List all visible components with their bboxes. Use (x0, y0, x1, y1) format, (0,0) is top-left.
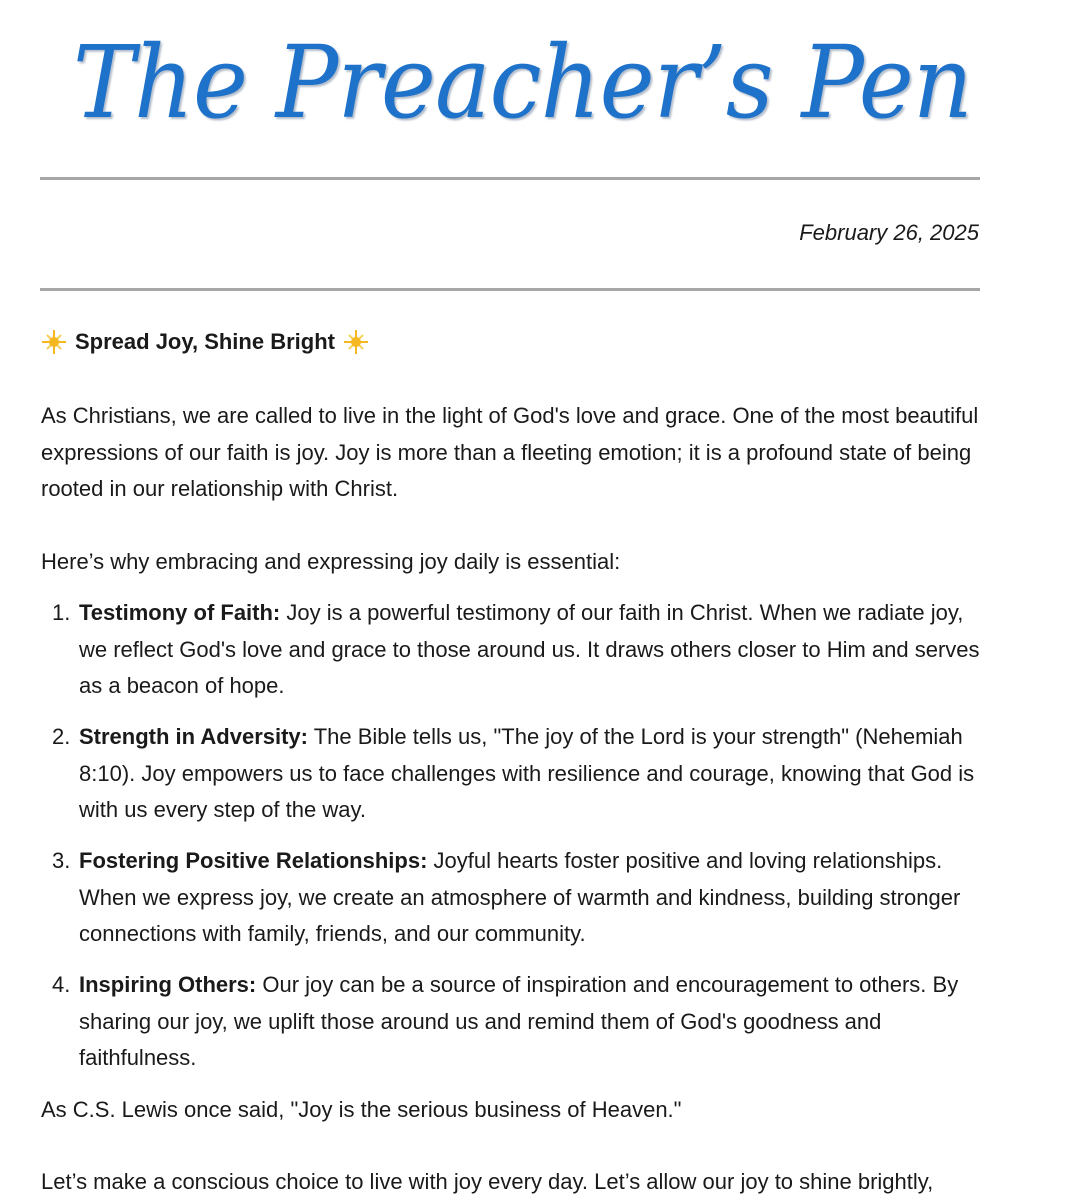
list-item (41, 719, 986, 829)
list-item-title: Strength in Adversity: (79, 724, 308, 749)
list-item (41, 843, 986, 953)
issue-date: February 26, 2025 (799, 220, 979, 245)
list-item-number: 3. (52, 848, 71, 873)
list-item-number: 2. (52, 724, 71, 749)
list-item-text: The Bible tells us, "The joy of the Lord is your strength" (Nehemiah 8:10). Joy empowers us to face challenges with resilience and courage, knowing that God is with us every step of the way. (79, 724, 975, 822)
sun-icon (344, 330, 368, 354)
masthead (40, 18, 980, 148)
headline-text: Spread Joy, Shine Bright (75, 329, 335, 354)
divider-top (40, 177, 980, 180)
list-item-text: Our joy can be a source of inspiration and encouragement to others. By sharing our joy, we uplift those around us and remind them of God's goodness and faithfulness. (79, 972, 959, 1070)
list-item-title: Testimony of Faith: (79, 600, 281, 625)
divider-bottom (40, 288, 980, 291)
intro-paragraph: As Christians, we are called to live in the light of God's love and grace. One of the most beautiful expressions of our faith is joy. Joy is more than a fleeting emotion; it is a profound state of being rooted in our relationship with Christ. (41, 403, 979, 501)
list-item (41, 595, 986, 705)
masthead-title: The Preacher’s Pen (72, 24, 972, 141)
list-item (41, 967, 986, 1077)
list-item-title: Inspiring Others: (79, 972, 257, 997)
quote-paragraph: As C.S. Lewis once said, "Joy is the serious business of Heaven." (41, 1097, 682, 1122)
sun-icon (42, 330, 66, 354)
closing-paragraph: Let’s make a conscious choice to live with joy every day. Let’s allow our joy to shine brightly, (41, 1169, 934, 1194)
article-headline (42, 329, 368, 355)
list-item-number: 4. (52, 972, 71, 997)
why-paragraph: Here’s why embracing and expressing joy daily is essential: (41, 549, 621, 574)
reasons-list (41, 595, 986, 1091)
list-item-text: Joy is a powerful testimony of our faith in Christ. When we radiate joy, we reflect God's love and grace to those around us. It draws others closer to Him and serves as a beacon of hope. (79, 600, 980, 698)
list-item-number: 1. (52, 600, 71, 625)
list-item-title: Fostering Positive Relationships: (79, 848, 428, 873)
list-item-text: Joyful hearts foster positive and loving relationships. When we express joy, we create an atmosphere of warmth and kindness, building stronger connections with family, friends, and our community. (79, 848, 961, 946)
